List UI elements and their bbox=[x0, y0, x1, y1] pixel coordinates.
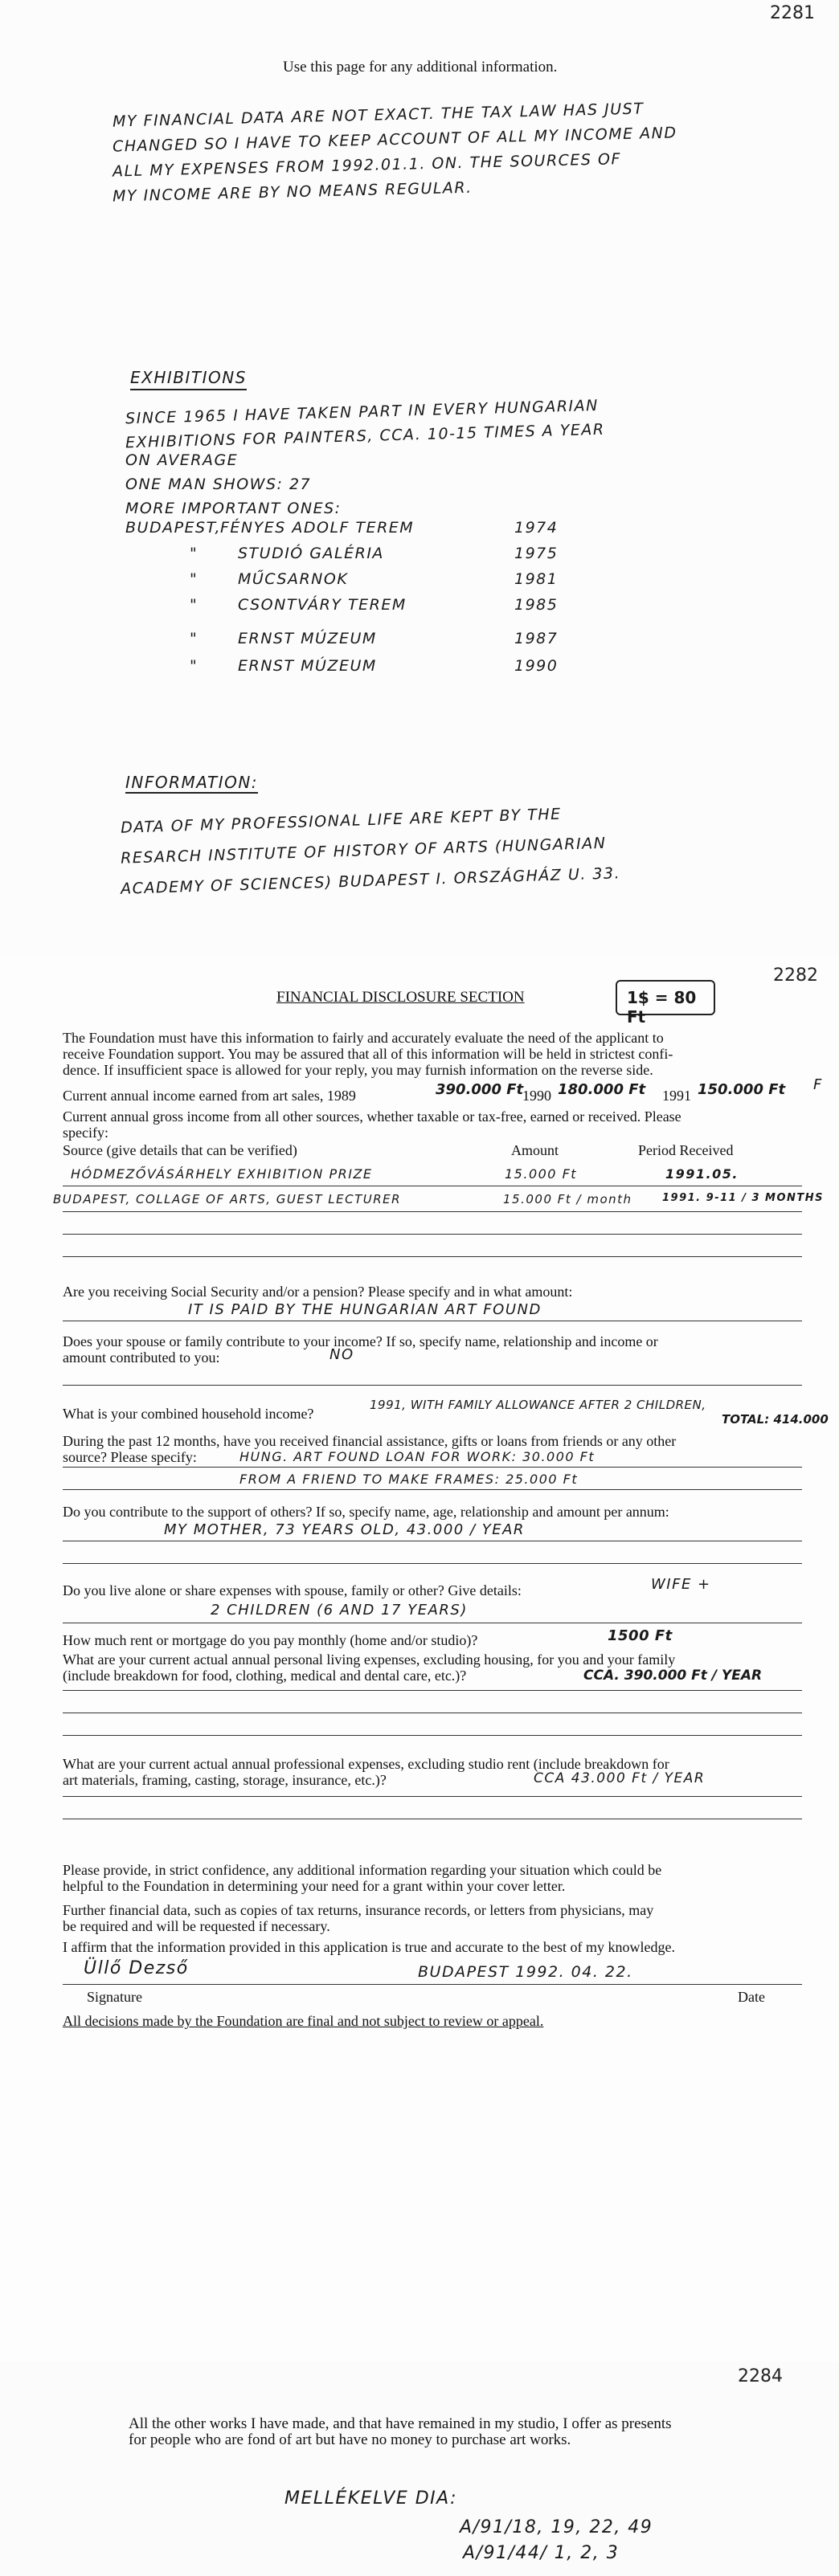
show-venue: MŰCSARNOK bbox=[238, 570, 349, 588]
note-line: Further financial data, such as copies of tax returns, insurance records, or letters from physicians, may bbox=[63, 1902, 654, 1918]
support-answer: MY MOTHER, 73 YEARS OLD, 43.000 / YEAR bbox=[164, 1521, 525, 1538]
exhibitions-line: EXHIBITIONS FOR PAINTERS, CCA. 10-15 TIMES A YEAR bbox=[125, 420, 605, 452]
section-title: FINANCIAL DISCLOSURE SECTION bbox=[276, 989, 525, 1006]
assistance-answer: HUNG. ART FOUND LOAN FOR WORK: 30.000 Ft bbox=[239, 1449, 595, 1464]
rent-question: How much rent or mortgage do you pay monthly (home and/or studio)? bbox=[63, 1632, 478, 1648]
living-arrangement-question: Do you live alone or share expenses with spouse, family or other? Give details: bbox=[63, 1582, 522, 1598]
social-security-answer: IT IS PAID BY THE HUNGARIAN ART FOUND bbox=[188, 1301, 542, 1318]
art-sales-1989: 390.000 Ft bbox=[436, 1081, 524, 1098]
answer-line bbox=[63, 1690, 802, 1691]
information-line: DATA OF MY PROFESSIONAL LIFE ARE KEPT BY THE bbox=[120, 805, 562, 837]
income-header-source: Source (give details that can be verified) bbox=[63, 1142, 297, 1158]
question-line: During the past 12 months, have you received financial assistance, gifts or loans from friends or any other bbox=[63, 1433, 677, 1449]
question-line: What are your current actual annual personal living expenses, excluding housing, for you and your family bbox=[63, 1651, 676, 1668]
income-amount: 15.000 Ft bbox=[505, 1166, 578, 1182]
page-number: 2284 bbox=[738, 2366, 783, 2386]
additional-info-request bbox=[63, 1862, 661, 1894]
professional-expenses-answer: CCA 43.000 Ft / YEAR bbox=[534, 1770, 706, 1786]
page-number: 2281 bbox=[770, 3, 815, 23]
exhibitions-line: SINCE 1965 I HAVE TAKEN PART IN EVERY HUNGARIAN bbox=[125, 396, 600, 428]
show-venue: STUDIÓ GALÉRIA bbox=[238, 545, 384, 562]
exhibitions-line: ONE MAN SHOWS: 27 bbox=[125, 476, 312, 493]
support-question: Do you contribute to the support of others? If so, specify name, age, relationship and amount per annum: bbox=[63, 1504, 669, 1520]
show-year: 1975 bbox=[514, 545, 559, 562]
intro-line: The Foundation must have this information to fairly and accurately evaluate the need of the applicant to bbox=[63, 1030, 664, 1046]
note-line: be required and will be requested if necessary. bbox=[63, 1918, 330, 1934]
exhibitions-text bbox=[125, 396, 605, 521]
living-arrangement-answer: 2 CHILDREN (6 AND 17 YEARS) bbox=[211, 1602, 468, 1619]
offer-text bbox=[129, 2416, 672, 2448]
show-prefix: " bbox=[190, 630, 198, 647]
social-security-question: Are you receiving Social Security and/or a pension? Please specify and in what amount: bbox=[63, 1284, 573, 1300]
exchange-rate-box bbox=[616, 980, 715, 1027]
question-line: art materials, framing, casting, storage, insurance, etc.)? bbox=[63, 1772, 387, 1788]
other-income-question bbox=[63, 1108, 681, 1141]
request-line: Please provide, in strict confidence, any additional information regarding your situation which could be bbox=[63, 1862, 662, 1878]
page-works-offered bbox=[0, 2362, 839, 2576]
intro-line: MY FINANCIAL DATA ARE NOT EXACT. THE TAX LAW HAS JUST bbox=[112, 100, 645, 131]
income-period: 1991.05. bbox=[665, 1166, 739, 1182]
page-additional-information bbox=[0, 0, 839, 984]
information-line: RESARCH INSTITUTE OF HISTORY OF ARTS (HUNGARIAN bbox=[120, 834, 607, 868]
answer-line bbox=[63, 1489, 802, 1490]
assistance-answer: FROM A FRIEND TO MAKE FRAMES: 25.000 Ft bbox=[239, 1472, 579, 1487]
answer-line bbox=[63, 1735, 802, 1736]
answer-line bbox=[63, 1234, 802, 1235]
slides-line: A/91/18, 19, 22, 49 bbox=[460, 2517, 653, 2537]
art-sales-1990-label: 1990 bbox=[522, 1088, 551, 1104]
show-prefix: " bbox=[190, 545, 198, 562]
information-line: ACADEMY OF SCIENCES) BUDAPEST I. ORSZÁGHÁZ U. 33. bbox=[120, 864, 621, 898]
question-line: specify: bbox=[63, 1125, 108, 1141]
page-number: 2282 bbox=[773, 965, 818, 986]
answer-line bbox=[63, 1563, 802, 1564]
show-year: 1974 bbox=[514, 519, 559, 537]
answer-line bbox=[63, 1796, 802, 1797]
art-sales-1991-label: 1991 bbox=[662, 1088, 691, 1104]
art-sales-1990: 180.000 Ft bbox=[558, 1081, 646, 1098]
request-line: helpful to the Foundation in determining your need for a grant within your cover letter. bbox=[63, 1878, 566, 1894]
income-period: 1991. 9-11 / 3 MONTHS bbox=[662, 1192, 825, 1204]
intro-note bbox=[112, 100, 677, 206]
answer-line bbox=[63, 1385, 802, 1386]
slides-line: A/91/44/ 1, 2, 3 bbox=[463, 2543, 620, 2563]
art-sales-1991: 150.000 Ft bbox=[698, 1081, 786, 1098]
living-arrangement-answer: WIFE + bbox=[651, 1576, 711, 1593]
answer-line bbox=[63, 1467, 802, 1468]
art-sales-label: Current annual income earned from art sales, 1989 bbox=[63, 1088, 356, 1104]
show-venue: ERNST MÚZEUM bbox=[238, 630, 377, 647]
exchange-rate: 1$ = 80 Ft bbox=[627, 988, 697, 1027]
intro-line: receive Foundation support. You may be assured that all of this information will be held in strictest confi- bbox=[63, 1046, 673, 1062]
further-data-note bbox=[63, 1902, 653, 1934]
question-line: (include breakdown for food, clothing, medical and dental care, etc.)? bbox=[63, 1668, 467, 1684]
slides-heading: MELLÉKELVE DIA: bbox=[284, 2488, 458, 2509]
page-financial-disclosure bbox=[0, 956, 839, 2362]
show-year: 1981 bbox=[514, 570, 559, 588]
show-venue: CSONTVÁRY TEREM bbox=[238, 596, 407, 614]
information-text bbox=[121, 805, 620, 896]
signature-line bbox=[63, 1984, 802, 1985]
income-header-amount: Amount bbox=[511, 1142, 559, 1158]
show-prefix: " bbox=[190, 657, 198, 675]
offer-line: All the other works I have made, and that have remained in my studio, I offer as presents bbox=[129, 2415, 672, 2432]
exhibitions-heading: EXHIBITIONS bbox=[130, 368, 247, 390]
signature-date: BUDAPEST 1992. 04. 22. bbox=[418, 1963, 633, 1981]
income-source: HÓDMEZŐVÁSÁRHELY EXHIBITION PRIZE bbox=[71, 1166, 373, 1182]
household-question: What is your combined household income? bbox=[63, 1406, 314, 1422]
show-venue: ERNST MÚZEUM bbox=[238, 657, 377, 675]
signature: Üllő Dezső bbox=[84, 1958, 189, 1978]
income-header-period: Period Received bbox=[638, 1142, 734, 1158]
answer-line bbox=[63, 1256, 802, 1257]
question-line: What are your current actual annual professional expenses, excluding studio rent (include breakdown for bbox=[63, 1756, 669, 1772]
show-prefix: BUDAPEST, bbox=[125, 519, 221, 537]
disclosure-intro bbox=[63, 1030, 673, 1078]
spouse-question bbox=[63, 1333, 658, 1366]
intro-line: dence. If insufficient space is allowed for your reply, you may furnish information on the reverse side. bbox=[63, 1062, 653, 1078]
show-year: 1987 bbox=[514, 630, 559, 647]
question-line: source? Please specify: bbox=[63, 1449, 197, 1465]
art-sales-mark: F bbox=[813, 1076, 823, 1093]
exhibitions-line: ON AVERAGE bbox=[125, 451, 239, 469]
income-amount: 15.000 Ft / month bbox=[503, 1192, 632, 1206]
show-year: 1990 bbox=[514, 657, 559, 675]
household-total: TOTAL: 414.000 bbox=[722, 1412, 829, 1427]
household-answer: 1991, WITH FAMILY ALLOWANCE AFTER 2 CHILDREN, bbox=[370, 1398, 706, 1412]
intro-line: CHANGED SO I HAVE TO KEEP ACCOUNT OF ALL MY INCOME AND bbox=[112, 124, 677, 156]
signature-label: Signature bbox=[87, 1989, 142, 2005]
date-label: Date bbox=[738, 1989, 765, 2005]
show-venue: FÉNYES ADOLF TEREM bbox=[220, 519, 415, 537]
question-line: Current annual gross income from all other sources, whether taxable or tax-free, earned or received. Please bbox=[63, 1108, 681, 1125]
intro-line: MY INCOME ARE BY NO MEANS REGULAR. bbox=[112, 178, 473, 206]
question-line: Does your spouse or family contribute to your income? If so, specify name, relationship and income or bbox=[63, 1333, 658, 1349]
information-heading: INFORMATION: bbox=[125, 773, 259, 792]
page-header: Use this page for any additional information. bbox=[283, 59, 558, 76]
question-line: amount contributed to you: bbox=[63, 1349, 220, 1366]
show-prefix: " bbox=[190, 596, 198, 614]
show-year: 1985 bbox=[514, 596, 559, 614]
exhibitions-line: MORE IMPORTANT ONES: bbox=[125, 500, 342, 517]
spouse-answer: NO bbox=[329, 1346, 354, 1363]
rent-answer: 1500 Ft bbox=[608, 1627, 673, 1644]
income-source: BUDAPEST, COLLAGE OF ARTS, GUEST LECTURER bbox=[53, 1192, 402, 1206]
affirmation: I affirm that the information provided in this application is true and accurate to the best of my knowledge. bbox=[63, 1939, 675, 1955]
show-prefix: " bbox=[190, 570, 198, 588]
answer-line bbox=[63, 1211, 802, 1212]
living-expenses-answer: CCA. 390.000 Ft / YEAR bbox=[583, 1668, 763, 1684]
intro-line: ALL MY EXPENSES FROM 1992.01.1. ON. THE SOURCES OF bbox=[112, 150, 622, 181]
final-decision-note: All decisions made by the Foundation are final and not subject to review or appeal. bbox=[63, 2013, 544, 2029]
offer-line: for people who are fond of art but have no money to purchase art works. bbox=[129, 2431, 571, 2448]
